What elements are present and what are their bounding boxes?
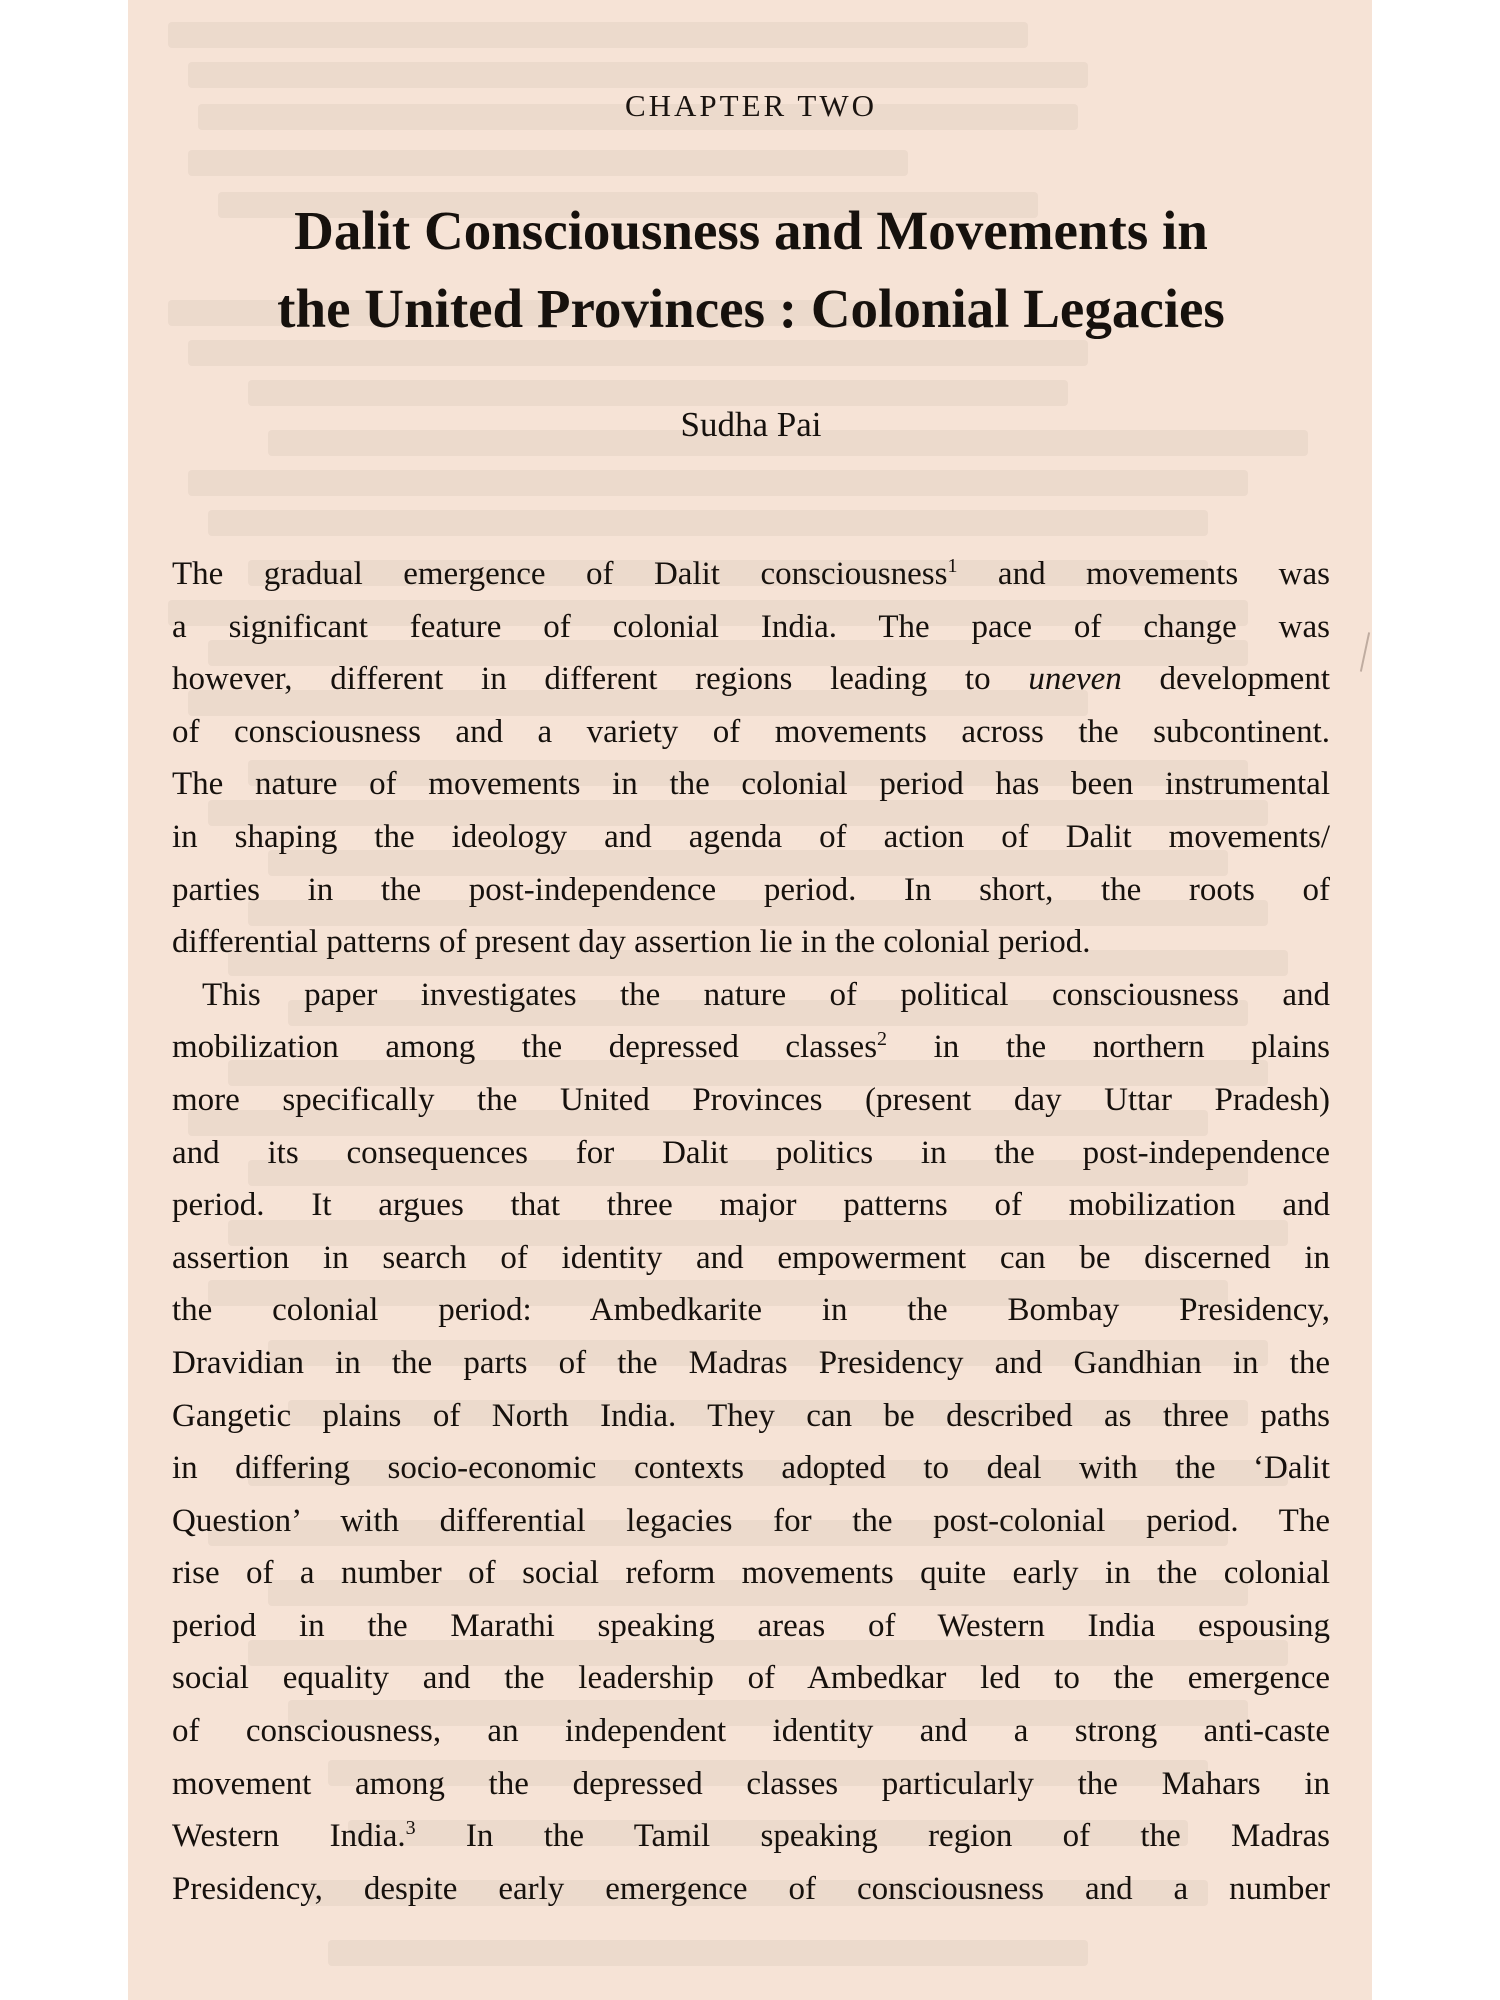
text-line xyxy=(172,969,1330,1022)
line-text: This paper investigates the nature of political consciousness and xyxy=(202,976,1330,1013)
text-line xyxy=(172,1863,1330,1916)
text-line xyxy=(172,1390,1330,1443)
text-line xyxy=(172,1232,1330,1285)
show-through-line xyxy=(328,1940,1088,1966)
emphasized-word: uneven xyxy=(1028,661,1122,698)
line-text: Western India. xyxy=(172,1818,406,1855)
body-text xyxy=(172,548,1330,1915)
line-text: assertion in search of identity and empowerment can be discerned in xyxy=(172,1239,1330,1276)
author-name: Sudha Pai xyxy=(680,405,822,444)
footnote-marker[interactable]: 2 xyxy=(877,1028,888,1051)
footnote-marker[interactable]: 1 xyxy=(947,555,958,577)
text-line xyxy=(172,811,1330,864)
text-line xyxy=(172,1337,1330,1390)
line-text: Presidency, despite early emergence of consciousness and a number xyxy=(172,1870,1330,1907)
text-line xyxy=(172,1442,1330,1495)
line-text: development xyxy=(1121,661,1330,698)
line-text: movement among the depressed classes particularly the Mahars in xyxy=(172,1765,1330,1802)
text-line xyxy=(172,548,1330,601)
text-line xyxy=(172,1547,1330,1600)
paragraph-2 xyxy=(172,969,1330,1916)
line-text: social equality and the leadership of Ambedkar led to the emergence xyxy=(172,1660,1330,1697)
show-through-line xyxy=(208,510,1208,536)
line-text: Gangetic plains of North India. They can be described as three paths xyxy=(172,1397,1330,1434)
text-line xyxy=(172,1179,1330,1232)
text-line xyxy=(172,1074,1330,1127)
chapter-title xyxy=(172,192,1330,348)
line-text: and movements was xyxy=(957,556,1330,592)
line-text: a significant feature of colonial India. The pace of change was xyxy=(172,608,1330,645)
line-text: of consciousness and a variety of movements across the subcontinent. xyxy=(172,713,1330,750)
line-text: The nature of movements in the colonial period has been instrumental xyxy=(172,766,1330,803)
paragraph-1 xyxy=(172,548,1330,969)
line-text: rise of a number of social reform movements quite early in the colonial xyxy=(172,1555,1330,1592)
line-text: period in the Marathi speaking areas of Western India espousing xyxy=(172,1607,1330,1644)
line-text: of consciousness, an independent identity and a strong anti-caste xyxy=(172,1713,1330,1750)
text-line xyxy=(172,1705,1330,1758)
book-page xyxy=(128,0,1372,2000)
line-text: in the northern plains xyxy=(887,1029,1330,1066)
line-text: and its consequences for Dalit politics in the post-independence xyxy=(172,1134,1330,1171)
line-text: however, different in different regions leading to xyxy=(172,661,1029,698)
text-line xyxy=(172,1652,1330,1705)
chapter-title-line: the United Provinces : Colonial Legacies xyxy=(277,278,1225,339)
text-line xyxy=(172,758,1330,811)
line-text: The gradual emergence of Dalit consciousness xyxy=(172,556,948,592)
line-text: in differing socio-economic contexts adopted to deal with the ‘Dalit xyxy=(172,1450,1330,1487)
text-line xyxy=(172,1600,1330,1653)
show-through-line xyxy=(188,62,1088,88)
text-line xyxy=(172,1758,1330,1811)
show-through-line xyxy=(168,22,1028,48)
line-text: more specifically the United Provinces (present day Uttar Pradesh) xyxy=(172,1081,1330,1118)
text-line xyxy=(172,1021,1330,1074)
show-through-line xyxy=(188,150,908,176)
text-line xyxy=(172,706,1330,759)
line-text: differential patterns of present day assertion lie in the colonial period. xyxy=(172,924,1091,961)
text-line xyxy=(172,1495,1330,1548)
line-text: parties in the post-independence period. In short, the roots of xyxy=(172,871,1330,908)
text-line xyxy=(172,653,1330,706)
text-line xyxy=(172,1284,1330,1337)
chapter-title-line: Dalit Consciousness and Movements in xyxy=(294,200,1208,261)
text-line xyxy=(172,1127,1330,1180)
line-text: mobilization among the depressed classes xyxy=(172,1029,878,1066)
text-line xyxy=(172,864,1330,917)
text-line xyxy=(172,916,1330,969)
line-text: Dravidian in the parts of the Madras Presidency and Gandhian in the xyxy=(172,1344,1330,1381)
line-text: Question’ with differential legacies for the post-colonial period. The xyxy=(172,1502,1330,1539)
line-text: in shaping the ideology and agenda of action of Dalit movements/ xyxy=(172,818,1330,855)
show-through-line xyxy=(248,380,1068,406)
line-text: the colonial period: Ambedkarite in the Bombay Presidency, xyxy=(172,1292,1330,1329)
footnote-marker[interactable]: 3 xyxy=(405,1817,416,1840)
show-through-line xyxy=(188,470,1248,496)
line-text: In the Tamil speaking region of the Madras xyxy=(415,1818,1330,1855)
margin-pencil-mark xyxy=(1360,632,1370,672)
line-text: period. It argues that three major patterns of mobilization and xyxy=(172,1187,1330,1224)
text-line xyxy=(172,601,1330,654)
text-line xyxy=(172,1810,1330,1863)
chapter-label: CHAPTER TWO xyxy=(624,88,877,123)
